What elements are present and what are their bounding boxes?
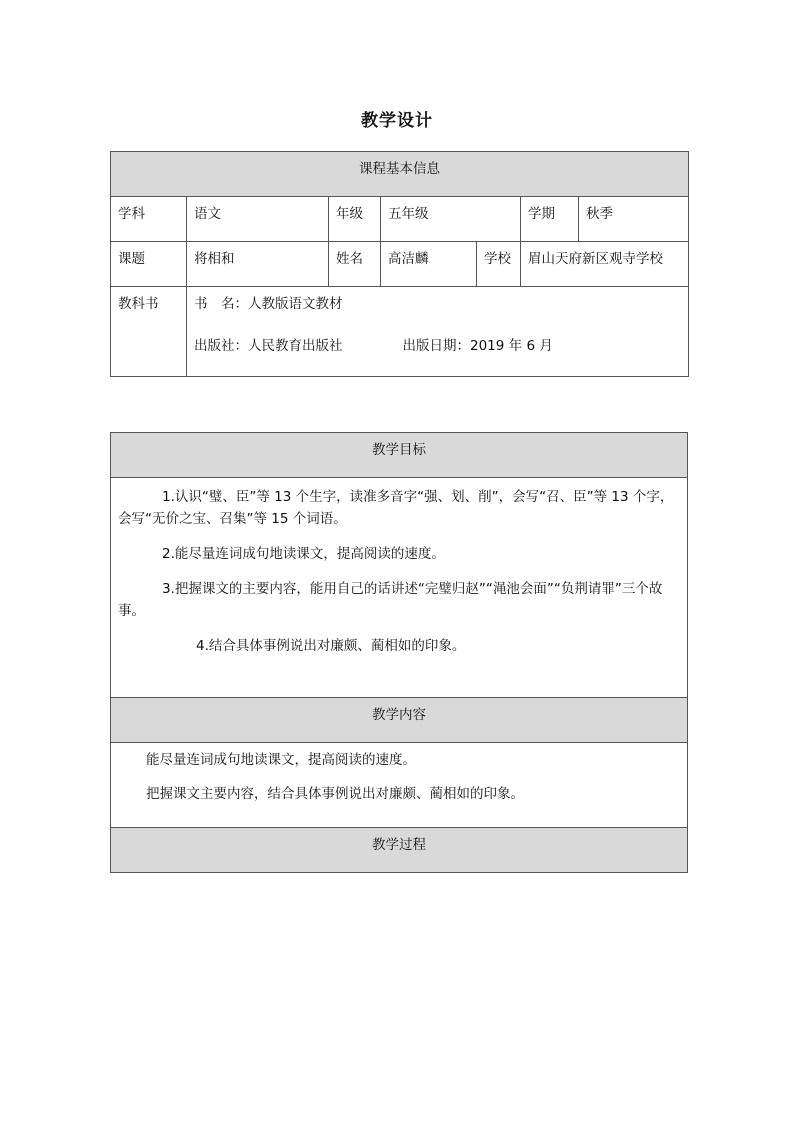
page-title: 教学设计 [361,111,433,131]
objective-item: 4.结合具体事例说出对廉颇、蔺相如的印象。 [196,638,466,654]
objective-item: 3.把握课文的主要内容，能用自己的话讲述“完璧归赵”“渑池会面”“负荆请罪”三个故事。 [118,581,663,619]
content-item: 把握课文主要内容，结合具体事例说出对廉颇、蔺相如的印象。 [146,786,524,802]
topic-value: 将相和 [187,242,329,287]
school-value: 眉山天府新区观寺学校 [521,242,689,287]
table-row [111,197,689,242]
publisher-line [194,314,688,356]
objective-item: 1.认识“璧、臣”等 13 个生字，读准多音字“强、划、削”，会写“召、臣”等 13 个字，会写“无价之宝、召集”等 15 个词语。 [118,489,674,527]
objective-item: 2.能尽量连词成句地读课文，提高阅读的速度。 [162,546,445,562]
objectives-header: 教学目标 [111,433,688,478]
textbook-info [187,287,689,377]
school-label: 学校 [477,242,521,287]
name-value: 高洁麟 [381,242,477,287]
publication-date: 出版日期：2019 年 6 月 [402,338,553,354]
name-label: 姓名 [329,242,381,287]
objectives-body [111,478,688,698]
table-row [111,242,689,287]
term-value: 秋季 [579,197,689,242]
content-header: 教学内容 [111,698,688,743]
book-name: 书 名：人教版语文教材 [194,296,343,312]
subject-label: 学科 [111,197,187,242]
content-item: 能尽量连词成句地读课文，提高阅读的速度。 [146,752,416,768]
term-label: 学期 [521,197,579,242]
grade-value: 五年级 [381,197,521,242]
subject-value: 语文 [187,197,329,242]
content-body [111,743,688,828]
table-row [111,287,689,377]
basic-info-table [110,151,689,377]
basic-info-header: 课程基本信息 [111,152,689,197]
publisher: 出版社：人民教育出版社 [194,338,343,354]
topic-label: 课题 [111,242,187,287]
grade-label: 年级 [329,197,381,242]
process-header: 教学过程 [111,828,688,873]
textbook-label: 教科书 [111,287,187,377]
teaching-table [110,432,688,873]
